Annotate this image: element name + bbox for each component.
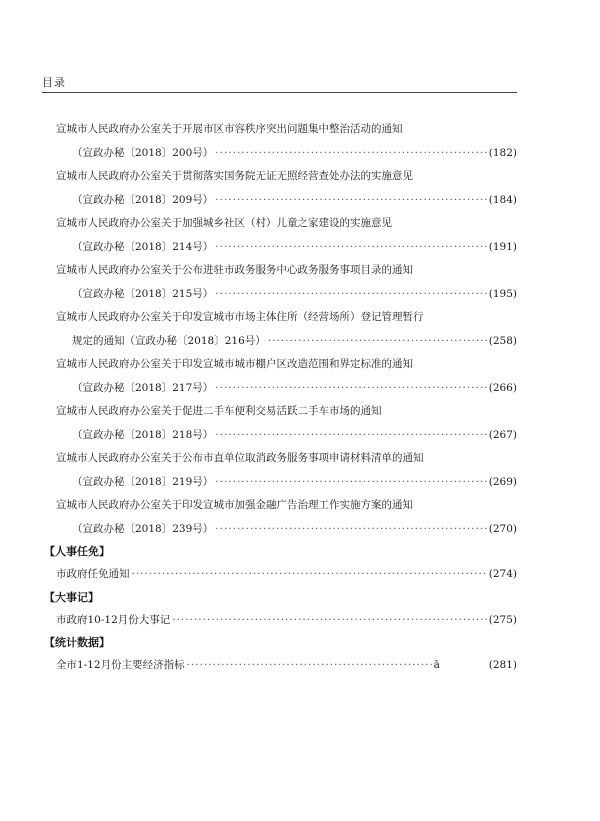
toc-entry-line	[42, 189, 517, 213]
toc-entry-line	[42, 471, 517, 495]
dot-leader	[215, 424, 487, 448]
toc-entry-title: 宣城市人民政府办公室关于开展市区市容秩序突出问题集中整治活动的通知	[56, 123, 403, 135]
toc-entry-doc-number: 规定的通知（宣政办秘〔2018〕216号）	[72, 334, 266, 347]
toc-entry-title: 宣城市人民政府办公室关于印发宣城市城市棚户区改造范围和界定标准的通知	[56, 358, 413, 370]
toc-section-chronicle	[42, 587, 517, 633]
toc-entry-line	[42, 142, 517, 166]
toc-entry-doc-number: （宣政办秘〔2018〕200号）	[72, 146, 214, 159]
toc-entry-line	[42, 424, 517, 448]
dot-leader	[215, 283, 487, 307]
toc-entry-title: 全市1-12月份主要经济指标	[56, 659, 185, 671]
toc-entry-doc-number: （宣政办秘〔2018〕214号）	[72, 240, 214, 253]
dot-leader	[215, 377, 487, 401]
dot-leader	[215, 518, 487, 542]
dot-leader	[268, 330, 487, 354]
toc-entry[interactable]	[42, 494, 517, 541]
toc-entry[interactable]	[42, 306, 517, 353]
toc-entry-title: 宣城市人民政府办公室关于贯彻落实国务院无证无照经营查处办法的实施意见	[56, 170, 413, 182]
table-of-contents	[42, 118, 517, 678]
page-header-title: 目录	[42, 76, 66, 89]
toc-entry-page: (266)	[488, 381, 517, 394]
stray-glyph: ā	[433, 659, 440, 671]
toc-entry-doc-number: （宣政办秘〔2018〕209号）	[72, 193, 214, 206]
dot-leader	[215, 471, 487, 495]
toc-entry-page: (281)	[488, 659, 517, 671]
toc-entry-title: 市政府10-12月份大事记	[56, 613, 171, 626]
toc-entry[interactable]	[42, 118, 517, 165]
toc-entry[interactable]	[42, 212, 517, 259]
section-heading: 【人事任免】	[44, 545, 110, 558]
toc-entry[interactable]	[42, 654, 517, 678]
toc-entry-page: (274)	[488, 568, 517, 580]
toc-entry-line	[42, 283, 517, 307]
toc-entry-page: (270)	[488, 522, 517, 535]
toc-entry[interactable]	[42, 609, 517, 633]
toc-entry-page: (191)	[488, 240, 517, 253]
toc-entry-page: (267)	[488, 428, 517, 441]
toc-entry[interactable]	[42, 447, 517, 494]
toc-entry[interactable]	[42, 563, 517, 587]
dot-leader	[215, 142, 487, 166]
toc-entry-title: 市政府任免通知	[56, 568, 130, 580]
toc-entry-doc-number: （宣政办秘〔2018〕239号）	[72, 522, 214, 535]
header-rule	[42, 92, 517, 93]
toc-entry-line	[42, 330, 517, 354]
toc-entry-title: 宣城市人民政府办公室关于印发宣城市市场主体住所（经营场所）登记管理暂行	[56, 311, 424, 323]
toc-entry[interactable]	[42, 259, 517, 306]
toc-section-personnel	[42, 541, 517, 587]
dot-leader	[172, 609, 486, 633]
toc-entry[interactable]	[42, 353, 517, 400]
section-heading: 【统计数据】	[44, 636, 110, 649]
dot-leader	[215, 236, 487, 260]
toc-entry-title: 宣城市人民政府办公室关于公布进驻市政务服务中心政务服务事项目录的通知	[56, 264, 413, 276]
toc-entry[interactable]	[42, 400, 517, 447]
toc-entry-page: (195)	[488, 287, 517, 300]
toc-entry-doc-number: （宣政办秘〔2018〕219号）	[72, 475, 214, 488]
dot-leader	[187, 654, 432, 678]
toc-entry-line	[42, 518, 517, 542]
toc-entry-title: 宣城市人民政府办公室关于印发宣城市加强金融广告治理工作实施方案的通知	[56, 499, 413, 511]
toc-entry-line	[42, 236, 517, 260]
toc-entry-page: (275)	[488, 613, 517, 626]
toc-entry-title: 宣城市人民政府办公室关于公布市直单位取消政务服务事项申请材料清单的通知	[56, 452, 424, 464]
toc-entry-doc-number: （宣政办秘〔2018〕218号）	[72, 428, 214, 441]
toc-entry-doc-number: （宣政办秘〔2018〕217号）	[72, 381, 214, 394]
dot-leader	[215, 189, 487, 213]
toc-entry[interactable]	[42, 165, 517, 212]
toc-entry-title: 宣城市人民政府办公室关于加强城乡社区（村）儿童之家建设的实施意见	[56, 217, 392, 229]
section-heading: 【大事记】	[44, 590, 99, 604]
toc-entry-doc-number: （宣政办秘〔2018〕215号）	[72, 287, 214, 300]
toc-entry-page: (184)	[488, 193, 517, 206]
toc-entry-title: 宣城市人民政府办公室关于促进二手车便利交易活跃二手车市场的通知	[56, 405, 382, 417]
toc-entry-page: (269)	[488, 475, 517, 488]
dot-leader	[132, 563, 487, 587]
toc-entry-page: (182)	[488, 146, 517, 159]
toc-section-statistics	[42, 632, 517, 678]
toc-entry-line	[42, 377, 517, 401]
toc-entry-page: (258)	[488, 334, 517, 347]
